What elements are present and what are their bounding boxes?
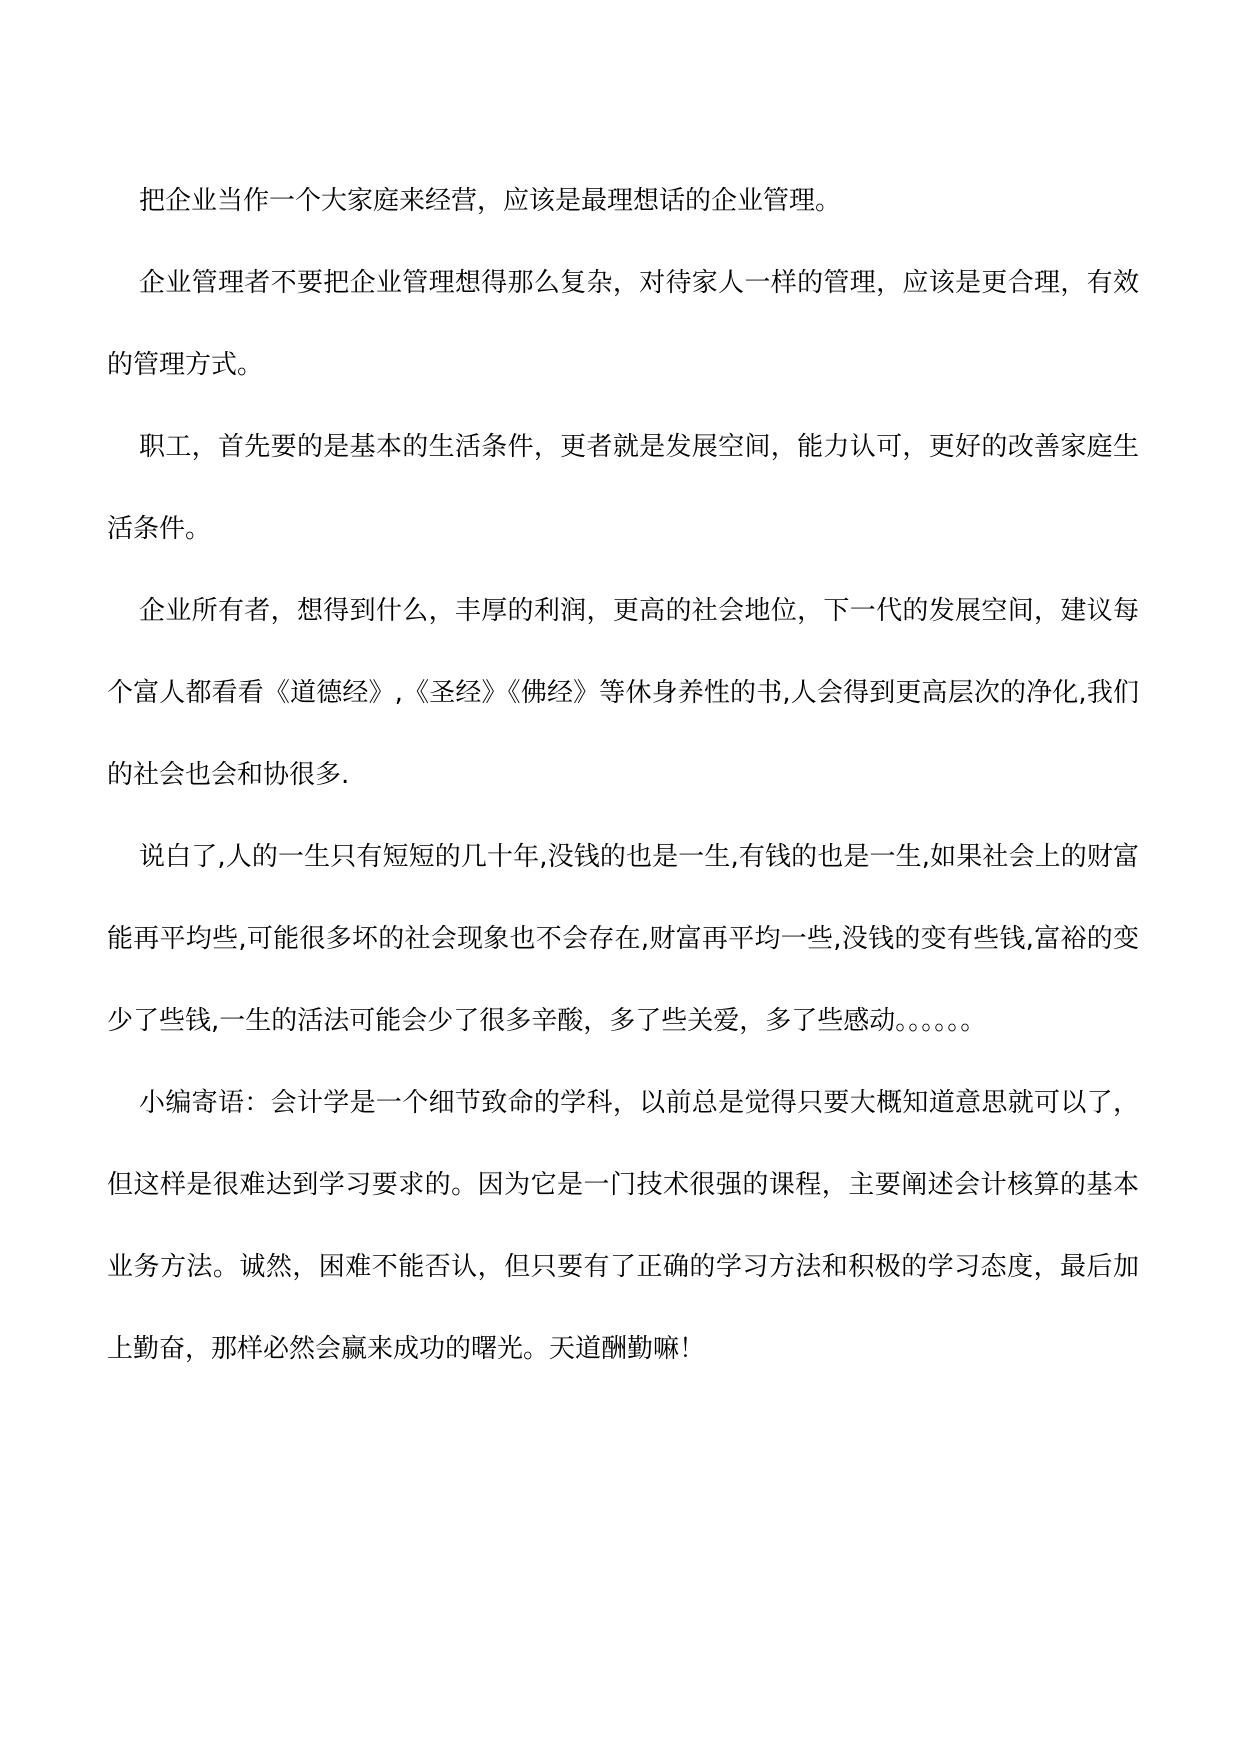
paragraph-2: 企业管理者不要把企业管理想得那么复杂，对待家人一样的管理，应该是更合理，有效的管理方式。 (107, 268, 1139, 380)
paragraph-5: 说白了,人的一生只有短短的几十年,没钱的也是一生,有钱的也是一生,如果社会上的财富能再平均些,可能很多坏的社会现象也不会存在,财富再平均一些,没钱的变有些钱,富裕的变少了些钱,一生的活法可能会少了很多辛酸，多了些关爱，多了些感动。。。。。。 (107, 842, 1139, 1036)
document-body (107, 160, 1139, 1390)
paragraph-6: 小编寄语：会计学是一个细节致命的学科，以前总是觉得只要大概知道意思就可以了，但这样是很难达到学习要求的。因为它是一门技术很强的课程，主要阐述会计核算的基本业务方法。诚然，困难不能否认，但只要有了正确的学习方法和积极的学习态度，最后加上勤奋，那样必然会赢来成功的曙光。天道酬勤嘛！ (107, 1088, 1139, 1364)
paragraph-1: 把企业当作一个大家庭来经营，应该是最理想话的企业管理。 (139, 186, 842, 216)
paragraph-4: 企业所有者，想得到什么，丰厚的利润，更高的社会地位，下一代的发展空间，建议每个富人都看看《道德经》,《圣经》《佛经》等休身养性的书,人会得到更高层次的净化,我们的社会也会和协很多. (107, 596, 1139, 790)
paragraph-3: 职工，首先要的是基本的生活条件，更者就是发展空间，能力认可，更好的改善家庭生活条件。 (107, 432, 1139, 544)
